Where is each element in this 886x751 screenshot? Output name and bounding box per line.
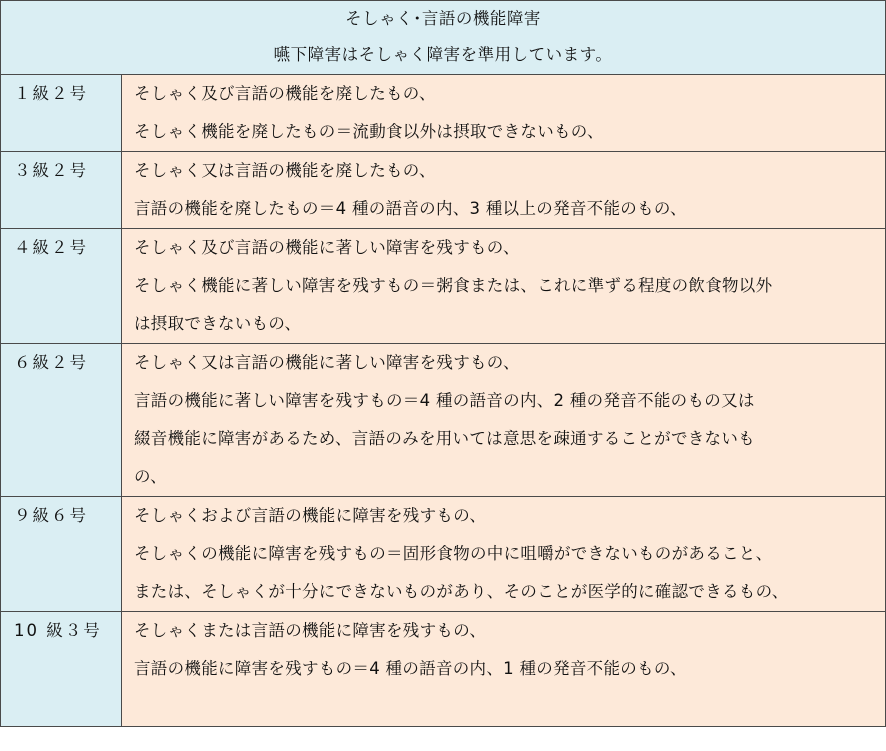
grade-cell — [1, 75, 122, 152]
grade-label: ９級６号 — [14, 506, 88, 525]
description-line: そしゃく又は言語の機能を廃したもの、 — [134, 161, 436, 180]
description-cell — [122, 344, 886, 497]
description-line: そしゃく及び言語の機能を廃したもの、 — [134, 84, 436, 103]
description-cell — [122, 75, 886, 152]
description-line: そしゃく機能を廃したもの＝流動食以外は摂取できないもの、 — [134, 122, 604, 141]
table-title: そしゃく･言語の機能障害 — [345, 9, 541, 28]
description-cell — [122, 152, 886, 229]
description-cell — [122, 497, 886, 612]
description-cell — [122, 612, 886, 727]
description-cell — [122, 229, 886, 344]
description-line: は摂取できないもの、 — [134, 314, 302, 333]
description-line: 言語の機能を廃したもの＝4 種の語音の内、3 種以上の発音不能のもの、 — [134, 199, 687, 218]
grade-cell — [1, 344, 122, 497]
grade-cell — [1, 612, 122, 727]
table-header — [1, 1, 886, 75]
description-line: そしゃく又は言語の機能に著しい障害を残すもの、 — [134, 353, 520, 372]
grade-label: １級２号 — [14, 84, 88, 103]
grade-label: ４級２号 — [14, 238, 88, 257]
grade-cell — [1, 229, 122, 344]
description-line: そしゃく及び言語の機能に著しい障害を残すもの、 — [134, 238, 520, 257]
description-line: の、 — [134, 467, 167, 486]
description-line: 言語の機能に著しい障害を残すもの＝4 種の語音の内、2 種の発音不能のもの又は — [134, 391, 755, 410]
grade-cell — [1, 497, 122, 612]
table-row — [1, 229, 886, 344]
grade-label: 10 級３号 — [14, 621, 102, 640]
table-header-row — [1, 1, 886, 75]
table-row — [1, 497, 886, 612]
description-line: そしゃくの機能に障害を残すもの＝固形食物の中に咀嚼ができないものがあること、 — [134, 544, 773, 563]
grade-label: ３級２号 — [14, 161, 88, 180]
table-row — [1, 75, 886, 152]
description-line — [122, 688, 885, 726]
description-line: 綴音機能に障害があるため、言語のみを用いては意思を疎通することができないも — [134, 429, 755, 448]
table-subtitle: 嚥下障害はそしゃく障害を準用しています。 — [273, 45, 613, 64]
description-line: そしゃく機能に著しい障害を残すもの＝粥食または、これに準ずる程度の飲食物以外 — [134, 276, 773, 295]
table-row — [1, 152, 886, 229]
description-line: 言語の機能に障害を残すもの＝4 種の語音の内、1 種の発音不能のもの、 — [134, 659, 687, 678]
table-row — [1, 344, 886, 497]
description-line: または、そしゃくが十分にできないものがあり、そのことが医学的に確認できるもの、 — [134, 582, 789, 601]
grade-cell — [1, 152, 122, 229]
description-line: そしゃくおよび言語の機能に障害を残すもの、 — [134, 506, 487, 525]
description-line: そしゃくまたは言語の機能に障害を残すもの、 — [134, 621, 487, 640]
grade-label: ６級２号 — [14, 353, 88, 372]
table-row — [1, 612, 886, 727]
